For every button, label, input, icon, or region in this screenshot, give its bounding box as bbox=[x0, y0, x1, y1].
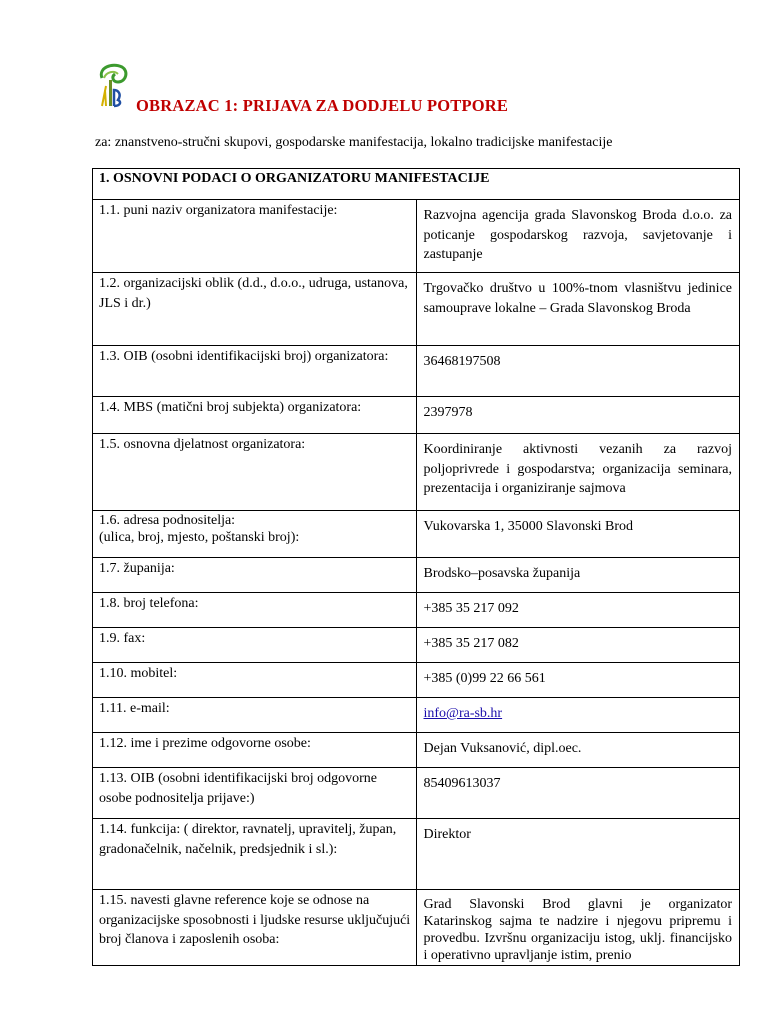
row-value: Trgovačko društvo u 100%-tnom vlasništvu jedinice samouprave lokalne – Grada Slavonskog Broda bbox=[416, 273, 740, 346]
row-label: 1.8. broj telefona: bbox=[93, 593, 417, 628]
form-subtitle: za: znanstveno-stručni skupovi, gospodarske manifestacija, lokalno tradicijske manifestacije bbox=[95, 135, 613, 150]
table-row bbox=[93, 273, 740, 346]
row-value: Dejan Vuksanović, dipl.oec. bbox=[416, 733, 740, 768]
row-value: Koordiniranje aktivnosti vezanih za razvoj poljoprivrede i gospodarstva; organizacija seminara, prezentacija i organiziranje sajmova bbox=[416, 434, 740, 511]
table-row bbox=[93, 698, 740, 733]
section-title: 1. OSNOVNI PODACI O ORGANIZATORU MANIFESTACIJE bbox=[93, 169, 740, 200]
email-link[interactable]: info@ra-sb.hr bbox=[423, 706, 503, 721]
row-label: 1.3. OIB (osobni identifikacijski broj) organizatora: bbox=[93, 346, 417, 397]
row-label: 1.13. OIB (osobni identifikacijski broj odgovorne osobe podnositelja prijave:) bbox=[93, 768, 417, 819]
organizer-info-table bbox=[92, 168, 740, 966]
row-value: Razvojna agencija grada Slavonskog Broda d.o.o. za poticanje gospodarskog razvoja, savjetovanje i zastupanje bbox=[416, 200, 740, 273]
row-value: +385 35 217 082 bbox=[416, 628, 740, 663]
row-label: 1.5. osnovna djelatnost organizatora: bbox=[93, 434, 417, 511]
row-value: +385 35 217 092 bbox=[416, 593, 740, 628]
row-value: Brodsko–posavska županija bbox=[416, 558, 740, 593]
row-label: 1.1. puni naziv organizatora manifestacije: bbox=[93, 200, 417, 273]
section-header-row bbox=[93, 169, 740, 200]
row-value: +385 (0)99 22 66 561 bbox=[416, 663, 740, 698]
row-label: 1.7. županija: bbox=[93, 558, 417, 593]
table-row bbox=[93, 511, 740, 558]
row-value: Direktor bbox=[416, 819, 740, 890]
table-row bbox=[93, 397, 740, 434]
row-value: Grad Slavonski Brod glavni je organizator Katarinskog sajma te nadzire i njegovu pripremu i provedbu. Izvršnu organizaciju istog, uklj. financijsko i operativno upravljanje istim, prenio bbox=[416, 890, 740, 966]
row-value: 85409613037 bbox=[416, 768, 740, 819]
row-label: 1.12. ime i prezime odgovorne osobe: bbox=[93, 733, 417, 768]
table-row bbox=[93, 819, 740, 890]
row-value-cell bbox=[416, 698, 740, 733]
row-value: Vukovarska 1, 35000 Slavonski Brod bbox=[416, 511, 740, 558]
table-row bbox=[93, 733, 740, 768]
table-row bbox=[93, 558, 740, 593]
row-value: 36468197508 bbox=[416, 346, 740, 397]
row-label: 1.14. funkcija: ( direktor, ravnatelj, upravitelj, župan, gradonačelnik, načelnik, predsjednik i sl.): bbox=[93, 819, 417, 890]
row-label: 1.9. fax: bbox=[93, 628, 417, 663]
table-row bbox=[93, 200, 740, 273]
row-label bbox=[93, 511, 417, 558]
row-label: 1.15. navesti glavne reference koje se odnose na organizacijske sposobnosti i ljudske resurse uključujući broj članova i zaposlenih osoba: bbox=[93, 890, 417, 966]
form-title: OBRAZAC 1: PRIJAVA ZA DODJELU POTPORE bbox=[136, 96, 509, 115]
row-label: 1.11. e-mail: bbox=[93, 698, 417, 733]
organization-logo-icon bbox=[96, 62, 130, 108]
table-row bbox=[93, 663, 740, 698]
table-row bbox=[93, 890, 740, 966]
table-row bbox=[93, 628, 740, 663]
table-row bbox=[93, 593, 740, 628]
row-label: 1.4. MBS (matični broj subjekta) organizatora: bbox=[93, 397, 417, 434]
row-label: 1.2. organizacijski oblik (d.d., d.o.o., udruga, ustanova, JLS i dr.) bbox=[93, 273, 417, 346]
row-label: 1.10. mobitel: bbox=[93, 663, 417, 698]
row-label-line1: 1.6. adresa podnositelja: bbox=[99, 513, 236, 528]
table-row bbox=[93, 346, 740, 397]
row-label-line2: (ulica, broj, mjesto, poštanski broj): bbox=[99, 530, 300, 545]
table-row bbox=[93, 434, 740, 511]
table-row bbox=[93, 768, 740, 819]
row-value: 2397978 bbox=[416, 397, 740, 434]
